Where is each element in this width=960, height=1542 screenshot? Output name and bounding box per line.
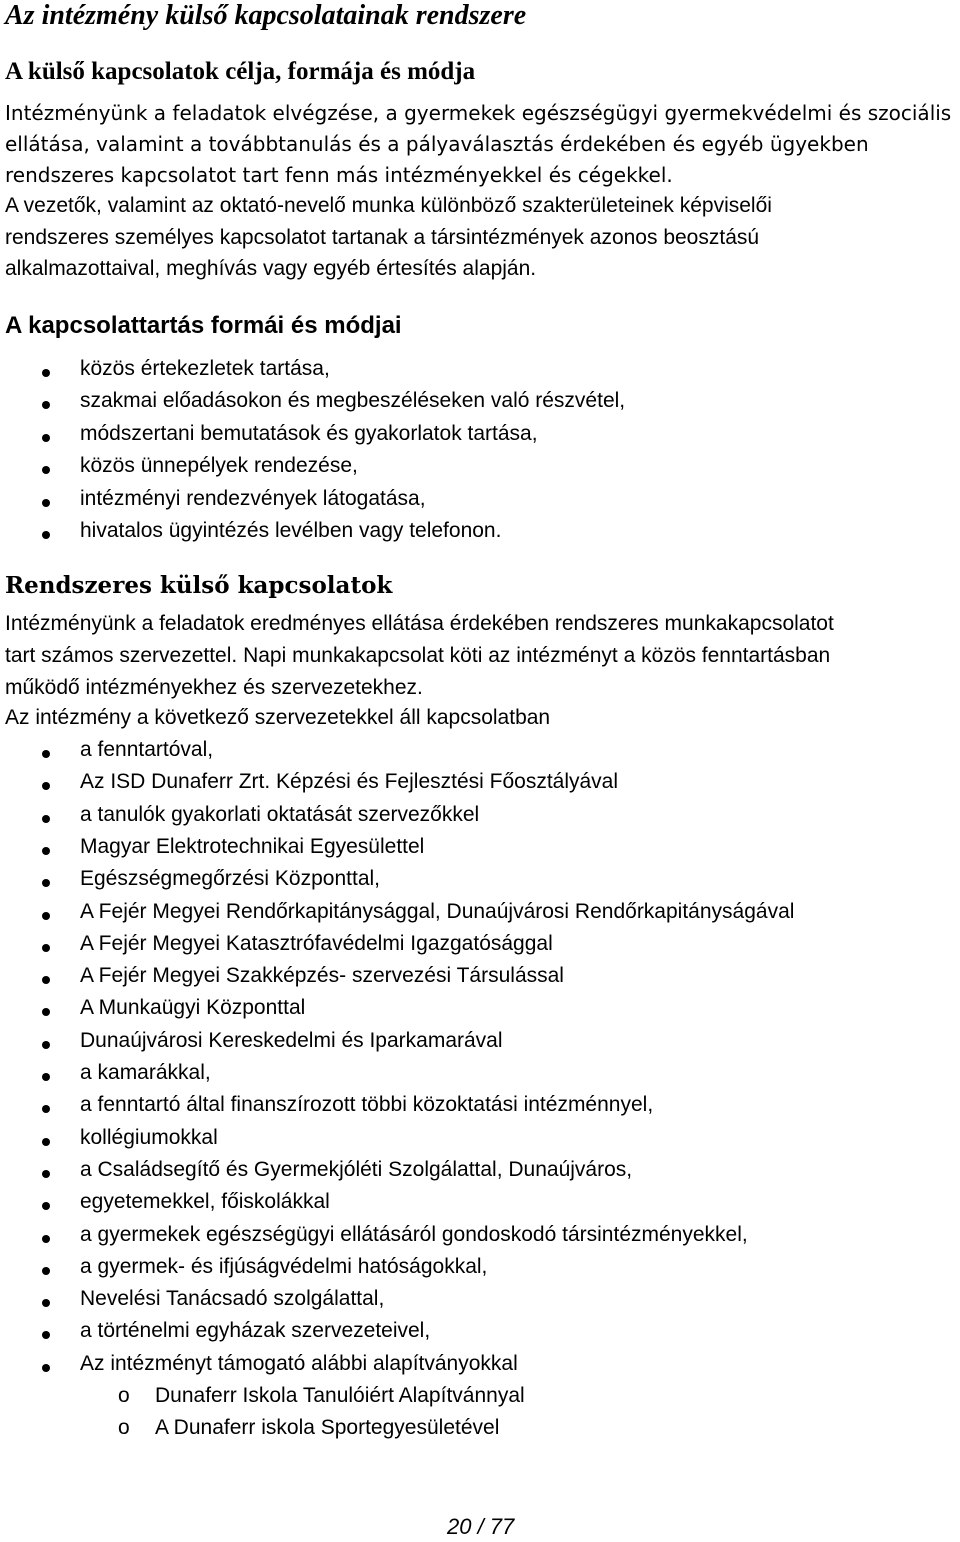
list-item: Az intézményt támogató alábbi alapítványokkal [80, 1351, 518, 1375]
paragraph-line: A vezetők, valamint az oktató-nevelő munka különböző szakterületeinek képviselői [5, 194, 772, 217]
bullet-icon [42, 466, 50, 474]
list-item: módszertani bemutatások és gyakorlatok tartása, [80, 421, 538, 445]
bullet-icon [42, 1235, 50, 1243]
list-item: Dunaújvárosi Kereskedelmi és Iparkamarával [80, 1028, 503, 1052]
section-heading-regular-contacts: Rendszeres külső kapcsolatok [5, 572, 393, 599]
list-item: a történelmi egyházak szervezeteivel, [80, 1319, 431, 1343]
list-item: Az ISD Dunaferr Zrt. Képzési és Fejlesztési Főosztályával [80, 770, 619, 794]
paragraph-line: Intézményünk a feladatok elvégzése, a gyermekek egészségügyi gyermekvédelmi és szociális [5, 101, 952, 125]
list-item: egyetemekkel, főiskolákkal [80, 1190, 330, 1214]
list-item: Egészségmegőrzési Központtal, [80, 867, 380, 891]
section-heading-forms: A kapcsolattartás formái és módjai [5, 312, 402, 339]
page-title: Az intézmény külső kapcsolatainak rendszere [5, 0, 527, 31]
list-item: hivatalos ügyintézés levélben vagy telefonon. [80, 519, 502, 542]
paragraph-line: tart számos szervezettel. Napi munkakapcsolat köti az intézményt a közös fenntartásban [5, 644, 831, 667]
bullet-icon [42, 401, 50, 409]
list-item: A Munkaügyi Központtal [80, 996, 306, 1020]
bullet-icon [42, 1299, 50, 1307]
bullet-icon [42, 369, 50, 377]
list-item: Nevelési Tanácsadó szolgálattal, [80, 1287, 385, 1311]
list-item: a gyermekek egészségügyi ellátásáról gondoskodó társintézményekkel, [80, 1222, 748, 1246]
list-item: szakmai előadásokon és megbeszéléseken való részvétel, [80, 389, 626, 413]
paragraph-line: ellátása, valamint a továbbtanulás és a pályaválasztás érdekében és egyéb ügyekben [5, 132, 869, 156]
list-item: kollégiumokkal [80, 1125, 218, 1149]
list-item: a gyermek- és ifjúságvédelmi hatóságokkal, [80, 1254, 488, 1278]
list-item: közös értekezletek tartása, [80, 357, 330, 380]
bullet-icon [42, 1105, 50, 1113]
bullet-icon [42, 750, 50, 758]
circle-bullet-icon: o [118, 1384, 130, 1407]
bullet-icon [42, 1008, 50, 1016]
bullet-icon [42, 1170, 50, 1178]
page-number: 20 / 77 [447, 1514, 515, 1539]
bullet-icon [42, 879, 50, 887]
bullet-icon [42, 1041, 50, 1049]
list-item: közös ünnepélyek rendezése, [80, 454, 358, 478]
bullet-icon [42, 1331, 50, 1339]
bullet-icon [42, 1073, 50, 1081]
list-item: a kamarákkal, [80, 1061, 211, 1084]
sub-list-item: Dunaferr Iskola Tanulóiért Alapítvánnyal [155, 1384, 525, 1407]
paragraph-line: rendszeres személyes kapcsolatot tartanak a társintézmények azonos beosztású [5, 226, 760, 249]
bullet-icon [42, 1138, 50, 1146]
list-item: intézményi rendezvények látogatása, [80, 486, 426, 510]
list-item: a tanulók gyakorlati oktatását szervezőkkel [80, 802, 480, 826]
list-item: a fenntartóval, [80, 738, 214, 761]
bullet-icon [42, 531, 50, 539]
section-heading-goals: A külső kapcsolatok célja, formája és módja [5, 58, 476, 85]
paragraph-line: működő intézményekhez és szervezetekhez. [5, 676, 423, 699]
bullet-icon [42, 976, 50, 984]
bullet-icon [42, 815, 50, 823]
paragraph-line: Intézményünk a feladatok eredményes ellátása érdekében rendszeres munkakapcsolatot [5, 612, 834, 635]
paragraph-line: alkalmazottaival, meghívás vagy egyéb értesítés alapján. [5, 257, 537, 280]
list-item: Magyar Elektrotechnikai Egyesülettel [80, 834, 425, 858]
paragraph-line: Az intézmény a következő szervezetekkel áll kapcsolatban [5, 706, 551, 729]
sub-list-item: A Dunaferr iskola Sportegyesületével [155, 1416, 500, 1439]
bullet-icon [42, 847, 50, 855]
list-item: A Fejér Megyei Rendőrkapitánysággal, Dunaújvárosi Rendőrkapitányságával [80, 899, 795, 923]
circle-bullet-icon: o [118, 1416, 130, 1439]
paragraph-line: rendszeres kapcsolatot tart fenn más intézményekkel és cégekkel. [5, 163, 673, 187]
bullet-icon [42, 434, 50, 442]
bullet-icon [42, 782, 50, 790]
bullet-icon [42, 499, 50, 507]
bullet-icon [42, 1202, 50, 1210]
bullet-icon [42, 1267, 50, 1275]
list-item: a Családsegítő és Gyermekjóléti Szolgálattal, Dunaújváros, [80, 1157, 633, 1181]
list-item: A Fejér Megyei Katasztrófavédelmi Igazgatósággal [80, 931, 553, 955]
bullet-icon [42, 944, 50, 952]
list-item: A Fejér Megyei Szakképzés- szervezési Társulással [80, 964, 564, 988]
list-item: a fenntartó által finanszírozott többi közoktatási intézménnyel, [80, 1093, 654, 1117]
bullet-icon [42, 1364, 50, 1372]
bullet-icon [42, 912, 50, 920]
